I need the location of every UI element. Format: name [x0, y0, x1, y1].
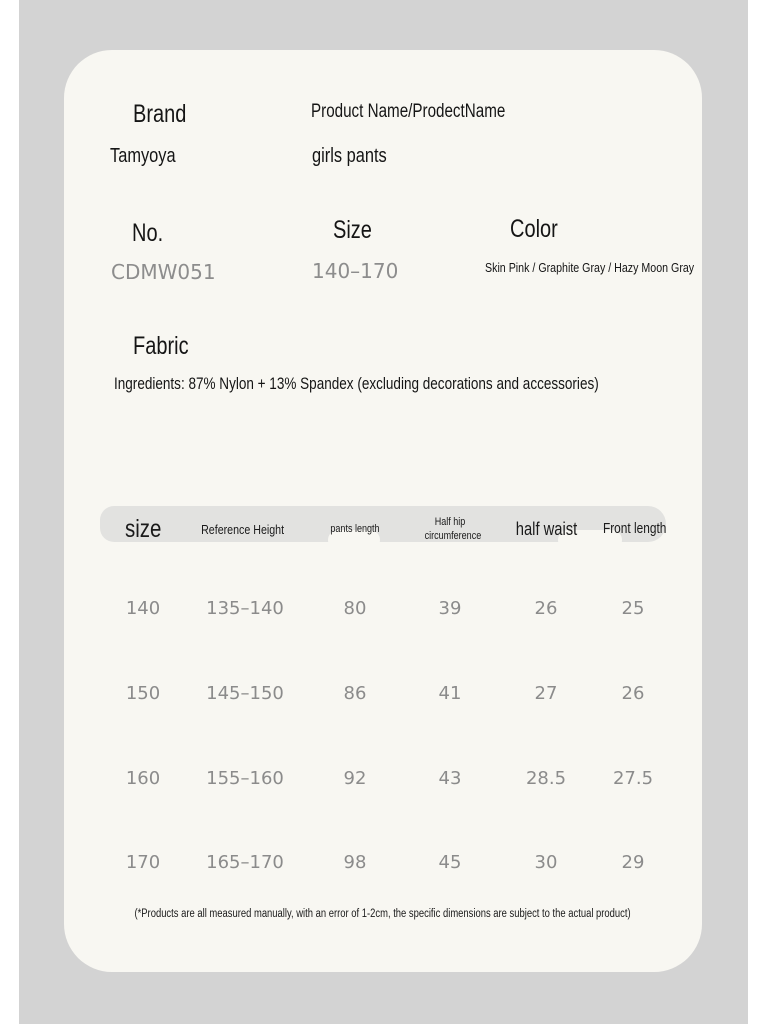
table-cell: 26 [621, 683, 645, 704]
table-cell: 25 [621, 598, 645, 619]
product-name-value: girls pants [312, 145, 387, 167]
table-cell: 30 [534, 852, 558, 873]
brand-value: Tamyoya [110, 145, 176, 167]
table-header-half-waist: half waist [516, 518, 578, 539]
table-cell: 41 [438, 683, 462, 704]
size-range-value: 140–170 [312, 259, 399, 283]
table-cell: 98 [343, 852, 367, 873]
table-header-half-hip: Half hip circumference [424, 516, 482, 542]
table-cell: 26 [534, 598, 558, 619]
table-cell: 39 [438, 598, 462, 619]
table-cell: 135–140 [206, 598, 284, 619]
size-label: Size [333, 216, 372, 244]
table-cell: 43 [438, 768, 462, 789]
table-cell: 92 [343, 768, 367, 789]
table-cell: 150 [125, 683, 161, 704]
table-header-pants-length: pants length [330, 523, 380, 535]
color-label: Color [510, 215, 558, 243]
item-number-label: No. [132, 219, 164, 247]
table-cell: 28.5 [525, 768, 567, 789]
table-cell: 140 [125, 598, 161, 619]
table-cell: 155–160 [206, 768, 284, 789]
size-chart-card [64, 50, 702, 972]
table-cell: 160 [125, 768, 161, 789]
table-cell: 29 [621, 852, 645, 873]
item-number-value: CDMW051 [111, 260, 216, 284]
table-cell: 165–170 [206, 852, 284, 873]
fabric-composition: Ingredients: 87% Nylon + 13% Spandex (excluding decorations and accessories) [114, 375, 599, 393]
table-cell: 86 [343, 683, 367, 704]
table-cell: 45 [438, 852, 462, 873]
color-value: Skin Pink / Graphite Gray / Hazy Moon Gray [485, 260, 695, 275]
table-cell: 80 [343, 598, 367, 619]
table-cell: 170 [125, 852, 161, 873]
measurement-disclaimer: (*Products are all measured manually, with an error of 1-2cm, the specific dimensions are subject to the actual product) [134, 908, 632, 920]
product-name-label: Product Name/ProdectName [311, 101, 506, 122]
table-cell: 27 [534, 683, 558, 704]
brand-label: Brand [133, 100, 187, 128]
table-header-size: size [124, 514, 162, 543]
table-header-reference-height: Reference Height [201, 521, 285, 537]
table-cell: 145–150 [206, 683, 284, 704]
table-cell: 27.5 [612, 768, 654, 789]
fabric-label: Fabric [133, 332, 189, 360]
table-header-front-length: Front length [603, 521, 667, 537]
